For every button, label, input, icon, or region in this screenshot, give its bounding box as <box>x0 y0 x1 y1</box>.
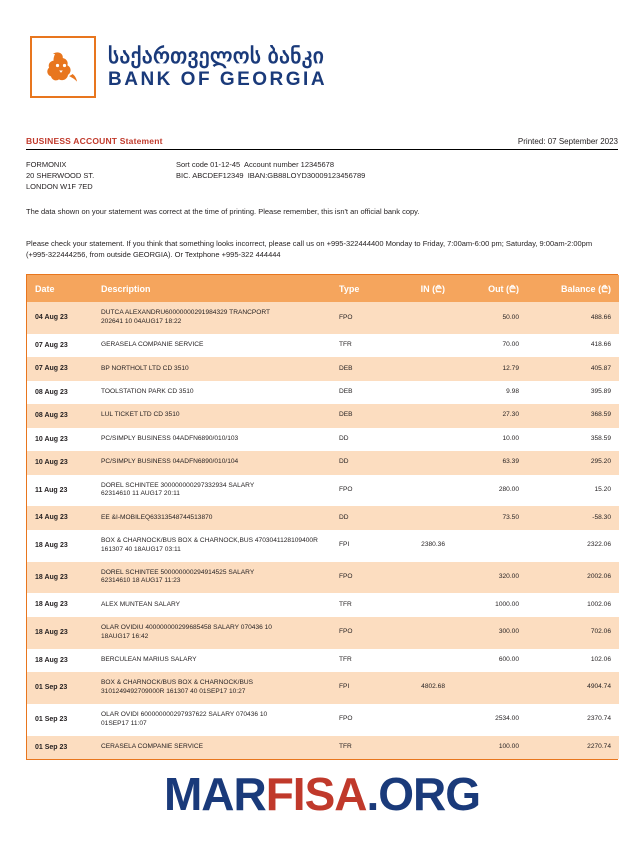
cell-out: 300.00 <box>453 617 527 649</box>
cell-balance: 15.20 <box>527 475 619 507</box>
cell-date: 01 Sep 23 <box>27 736 93 759</box>
cell-balance: 368.59 <box>527 404 619 427</box>
table-row <box>27 649 619 672</box>
description-line: CERASELA COMPANIE SERVICE <box>101 742 203 750</box>
cell-date: 01 Sep 23 <box>27 672 93 704</box>
cell-date: 18 Aug 23 <box>27 649 93 672</box>
bank-header <box>26 36 618 98</box>
cell-date: 08 Aug 23 <box>27 404 93 427</box>
description-line: BP NORTHOLT LTD CD 3510 <box>101 364 189 372</box>
cell-in <box>379 334 453 357</box>
column-header-date: Date <box>27 275 93 302</box>
cell-description <box>93 672 331 704</box>
table-row <box>27 302 619 334</box>
table-row <box>27 736 619 759</box>
description-line: BERCULEAN MARIUS SALARY <box>101 655 197 663</box>
table-row <box>27 428 619 451</box>
description-line: GERASELA COMPANIE SERVICE <box>101 341 204 349</box>
statement-meta <box>26 136 618 146</box>
cell-balance: 702.06 <box>527 617 619 649</box>
table-row <box>27 530 619 562</box>
cell-balance: 2370.74 <box>527 704 619 736</box>
cell-type: FPO <box>331 704 379 736</box>
cell-balance: 358.59 <box>527 428 619 451</box>
cell-in <box>379 562 453 594</box>
cell-type: FPO <box>331 562 379 594</box>
cell-date: 11 Aug 23 <box>27 475 93 507</box>
description-line: 3101249492709000R 161307 40 01SEP17 10:27 <box>101 687 246 695</box>
description-line: 161307 40 18AUG17 03:11 <box>101 545 181 553</box>
table-row <box>27 451 619 474</box>
description-line: OLAR OVIDIU 400000000299685458 SALARY 070436 10 <box>101 623 272 631</box>
cell-balance: 418.66 <box>527 334 619 357</box>
brand-text <box>108 46 327 89</box>
cell-out: 9.98 <box>453 381 527 404</box>
table-row <box>27 475 619 507</box>
cell-out: 73.50 <box>453 506 527 529</box>
cell-type: FPO <box>331 617 379 649</box>
table-row <box>27 334 619 357</box>
cell-type: FPI <box>331 672 379 704</box>
cell-in <box>379 593 453 616</box>
bic-iban-line: BIC. ABCDEF12349 IBAN:GB88LOYD30009123456789 <box>176 170 366 180</box>
cell-date: 18 Aug 23 <box>27 530 93 562</box>
cell-description <box>93 357 331 380</box>
cell-out: 600.00 <box>453 649 527 672</box>
description-line: TOOLSTATION PARK CD 3510 <box>101 388 194 396</box>
printed-date: Printed: 07 September 2023 <box>517 137 618 146</box>
cell-out <box>453 530 527 562</box>
cell-in <box>379 428 453 451</box>
cell-description <box>93 428 331 451</box>
cell-out: 100.00 <box>453 736 527 759</box>
account-numbers <box>176 160 618 193</box>
column-header-out: Out (₾) <box>453 275 527 302</box>
cell-out: 280.00 <box>453 475 527 507</box>
cell-in: 2380.36 <box>379 530 453 562</box>
cell-in <box>379 506 453 529</box>
transactions-body <box>27 302 619 759</box>
table-header-row <box>27 275 619 302</box>
table-row <box>27 672 619 704</box>
description-line: DUTCA ALEXANDRU60000000291984329 TRANCPORT <box>101 309 271 317</box>
cell-type: TFR <box>331 736 379 759</box>
account-holder: FORMONIX <box>26 160 67 169</box>
description-line: LUL TICKET LTD CD 3510 <box>101 411 180 419</box>
transactions-table <box>27 275 619 759</box>
cell-date: 07 Aug 23 <box>27 334 93 357</box>
cell-description <box>93 506 331 529</box>
description-line: BOX & CHARNOCK/BUS BOX & CHARNOCK/BUS <box>101 678 254 686</box>
cell-balance: 405.87 <box>527 357 619 380</box>
table-row <box>27 357 619 380</box>
cell-balance: 2270.74 <box>527 736 619 759</box>
description-line: 62314610 18 AUG17 11:23 <box>101 577 181 585</box>
cell-out: 50.00 <box>453 302 527 334</box>
cell-out: 70.00 <box>453 334 527 357</box>
cell-description <box>93 593 331 616</box>
cell-date: 18 Aug 23 <box>27 617 93 649</box>
cell-balance: 102.06 <box>527 649 619 672</box>
cell-out <box>453 672 527 704</box>
cell-type: FPO <box>331 302 379 334</box>
cell-description <box>93 302 331 334</box>
table-row <box>27 404 619 427</box>
cell-in <box>379 381 453 404</box>
cell-date: 14 Aug 23 <box>27 506 93 529</box>
cell-in <box>379 302 453 334</box>
column-header-type: Type <box>331 275 379 302</box>
cell-type: DD <box>331 506 379 529</box>
table-row <box>27 381 619 404</box>
cell-description <box>93 530 331 562</box>
cell-balance: -58.30 <box>527 506 619 529</box>
watermark-part-1: MAR <box>163 768 266 820</box>
cell-in: 4802.68 <box>379 672 453 704</box>
table-row <box>27 617 619 649</box>
account-holder-address <box>26 160 176 193</box>
account-details <box>26 160 618 193</box>
table-row <box>27 562 619 594</box>
cell-in <box>379 617 453 649</box>
description-line: 01SEP17 11:07 <box>101 719 147 727</box>
cell-date: 04 Aug 23 <box>27 302 93 334</box>
cell-out: 12.79 <box>453 357 527 380</box>
cell-type: DEB <box>331 381 379 404</box>
column-header-balance: Balance (₾) <box>527 275 619 302</box>
description-line: ALEX MUNTEAN SALARY <box>101 600 181 608</box>
brand-name-georgian: საქართველოს ბანკი <box>108 44 325 68</box>
cell-description <box>93 617 331 649</box>
cell-date: 18 Aug 23 <box>27 562 93 594</box>
cell-date: 18 Aug 23 <box>27 593 93 616</box>
cell-balance: 2002.06 <box>527 562 619 594</box>
cell-balance: 4904.74 <box>527 672 619 704</box>
cell-balance: 295.20 <box>527 451 619 474</box>
cell-type: DEB <box>331 357 379 380</box>
cell-date: 10 Aug 23 <box>27 451 93 474</box>
cell-description <box>93 649 331 672</box>
description-line: PC/SIMPLY BUSINESS 04ADFN6890/010/104 <box>101 458 239 466</box>
cell-type: TFR <box>331 593 379 616</box>
cell-balance: 488.66 <box>527 302 619 334</box>
brand-name-english: BANK OF GEORGIA <box>108 68 328 90</box>
cell-in <box>379 404 453 427</box>
cell-type: TFR <box>331 334 379 357</box>
cell-type: DD <box>331 428 379 451</box>
cell-description <box>93 562 331 594</box>
description-line: DOREL SCHINTEE 300000000297332934 SALARY <box>101 481 255 489</box>
cell-type: TFR <box>331 649 379 672</box>
cell-date: 07 Aug 23 <box>27 357 93 380</box>
transactions-table-wrapper <box>26 274 618 760</box>
table-row <box>27 506 619 529</box>
cell-date: 10 Aug 23 <box>27 428 93 451</box>
statement-title: BUSINESS ACCOUNT Statement <box>26 136 163 146</box>
cell-balance: 395.89 <box>527 381 619 404</box>
cell-balance: 1002.06 <box>527 593 619 616</box>
cell-type: DEB <box>331 404 379 427</box>
table-row <box>27 593 619 616</box>
cell-description <box>93 736 331 759</box>
lion-logo-icon <box>30 36 96 98</box>
description-line: OLAR OVIDI 600000000297937622 SALARY 070436 10 <box>101 710 268 718</box>
cell-description <box>93 381 331 404</box>
cell-out: 320.00 <box>453 562 527 594</box>
cell-date: 08 Aug 23 <box>27 381 93 404</box>
cell-out: 2534.00 <box>453 704 527 736</box>
column-header-description: Description <box>93 275 331 302</box>
cell-type: DD <box>331 451 379 474</box>
contact-note: Please check your statement. If you think that something looks incorrect, please call us on +995-322444400 Monday to Friday, 7:00am-6:00 pm; Saturday, 9:00am-2:00pm (+995-322444256, from outside GEORGIA). Or Textphone +995-322 444444 <box>26 238 593 259</box>
cell-in <box>379 649 453 672</box>
printing-note: The data shown on your statement was correct at the time of printing. Please remember, this isn't an official bank copy. <box>26 206 420 216</box>
cell-description <box>93 334 331 357</box>
description-line: BOX & CHARNOCK/BUS BOX & CHARNOCK,BUS 4703041128109400R <box>101 536 318 544</box>
cell-out: 1000.00 <box>453 593 527 616</box>
description-line: 202641 10 04AUG17 18:22 <box>101 318 182 326</box>
watermark-part-2: FISA <box>265 768 367 820</box>
watermark-part-3: .ORG <box>366 768 481 820</box>
cell-out: 63.39 <box>453 451 527 474</box>
cell-date: 01 Sep 23 <box>27 704 93 736</box>
cell-in <box>379 451 453 474</box>
cell-out: 27.30 <box>453 404 527 427</box>
address-line-2: LONDON W1F 7ED <box>26 181 93 191</box>
cell-in <box>379 357 453 380</box>
sortcode-line: Sort code 01-12-45 Account number 12345678 <box>176 160 335 169</box>
cell-in <box>379 704 453 736</box>
cell-in <box>379 475 453 507</box>
cell-in <box>379 736 453 759</box>
address-line-1: 20 SHERWOOD ST. <box>26 170 95 180</box>
table-row <box>27 704 619 736</box>
cell-description <box>93 475 331 507</box>
cell-description <box>93 704 331 736</box>
cell-out: 10.00 <box>453 428 527 451</box>
column-header-in: IN (₾) <box>379 275 453 302</box>
cell-balance: 2322.06 <box>527 530 619 562</box>
cell-type: FPO <box>331 475 379 507</box>
cell-description <box>93 404 331 427</box>
cell-description <box>93 451 331 474</box>
cell-type: FPI <box>331 530 379 562</box>
description-line: 18AUG17 16:42 <box>101 632 149 640</box>
description-line: 62314610 11 AUG17 20:11 <box>101 490 180 498</box>
meta-divider <box>26 149 618 150</box>
watermark <box>0 767 644 821</box>
description-line: EE &I-MOBILEQ63313548744513870 <box>101 513 213 521</box>
description-line: PC/SIMPLY BUSINESS 04ADFN6890/010/103 <box>101 434 239 442</box>
description-line: DOREL SCHINTEE 500000000294914525 SALARY <box>101 568 255 576</box>
